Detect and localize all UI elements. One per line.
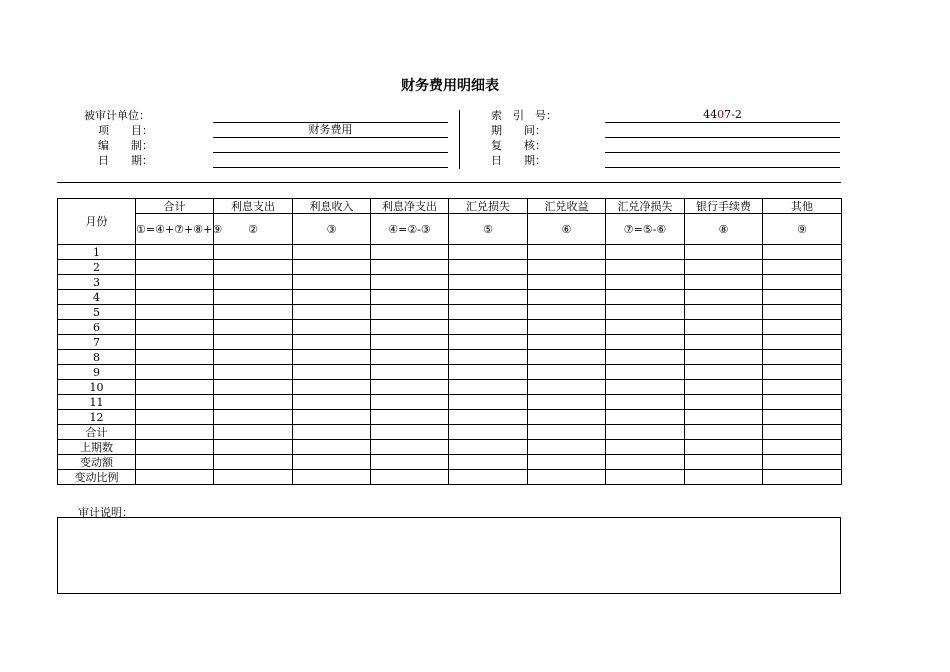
data-cell[interactable] <box>371 455 449 470</box>
data-cell[interactable] <box>293 260 371 275</box>
data-cell[interactable] <box>606 425 685 440</box>
formula-row <box>58 214 842 245</box>
data-cell[interactable] <box>136 395 214 410</box>
data-cell[interactable] <box>763 470 842 485</box>
data-cell[interactable] <box>528 290 606 305</box>
index-label: 索 引 号： <box>491 109 557 122</box>
data-cell[interactable] <box>136 470 214 485</box>
data-cell[interactable] <box>449 410 528 425</box>
data-cell[interactable] <box>136 320 214 335</box>
data-cell[interactable] <box>763 440 842 455</box>
data-cell[interactable] <box>449 350 528 365</box>
column-header: 汇兑净损失 <box>606 199 685 214</box>
data-cell[interactable] <box>528 320 606 335</box>
data-cell[interactable] <box>606 335 685 350</box>
data-cell[interactable] <box>449 305 528 320</box>
data-cell[interactable] <box>449 395 528 410</box>
data-cell[interactable] <box>685 305 763 320</box>
data-cell[interactable] <box>371 380 449 395</box>
table-row <box>58 395 842 410</box>
data-cell[interactable] <box>371 275 449 290</box>
table-row <box>58 365 842 380</box>
formula-cell: ⑦=⑤-⑥ <box>606 214 685 245</box>
table-header-row <box>58 199 842 214</box>
data-cell[interactable] <box>371 395 449 410</box>
data-cell[interactable] <box>528 350 606 365</box>
data-cell[interactable] <box>371 245 449 260</box>
data-cell[interactable] <box>763 395 842 410</box>
data-cell[interactable] <box>606 365 685 380</box>
formula-cell: ④=②-③ <box>371 214 449 245</box>
row-label: 1 <box>58 245 136 260</box>
data-cell[interactable] <box>214 365 293 380</box>
data-cell[interactable] <box>606 455 685 470</box>
data-cell[interactable] <box>214 410 293 425</box>
table-row <box>58 320 842 335</box>
page-title: 财务费用明细表 <box>401 78 499 94</box>
data-cell[interactable] <box>371 350 449 365</box>
data-cell[interactable] <box>214 320 293 335</box>
data-cell[interactable] <box>528 410 606 425</box>
data-cell[interactable] <box>449 275 528 290</box>
data-cell[interactable] <box>371 260 449 275</box>
formula-cell: ③ <box>293 214 371 245</box>
data-cell[interactable] <box>685 380 763 395</box>
data-cell[interactable] <box>293 320 371 335</box>
formula-cell: ② <box>214 214 293 245</box>
data-cell[interactable] <box>528 380 606 395</box>
data-cell[interactable] <box>214 290 293 305</box>
table-row <box>58 350 842 365</box>
data-cell[interactable] <box>763 275 842 290</box>
data-cell[interactable] <box>136 350 214 365</box>
data-cell[interactable] <box>136 290 214 305</box>
row-label: 5 <box>58 305 136 320</box>
data-cell[interactable] <box>528 455 606 470</box>
data-cell[interactable] <box>763 260 842 275</box>
data-cell[interactable] <box>685 335 763 350</box>
data-cell[interactable] <box>293 275 371 290</box>
data-cell[interactable] <box>528 395 606 410</box>
data-cell[interactable] <box>371 440 449 455</box>
data-cell[interactable] <box>685 425 763 440</box>
data-cell[interactable] <box>136 260 214 275</box>
data-cell[interactable] <box>136 425 214 440</box>
row-label: 11 <box>58 395 136 410</box>
data-cell[interactable] <box>528 365 606 380</box>
data-cell[interactable] <box>763 455 842 470</box>
column-header: 银行手续费 <box>685 199 763 214</box>
item-label: 项 目： <box>98 124 153 137</box>
data-cell[interactable] <box>136 335 214 350</box>
data-cell[interactable] <box>528 335 606 350</box>
index-value-suffix: 7-2 <box>724 108 742 121</box>
reviewer-field[interactable] <box>605 138 840 153</box>
row-label: 7 <box>58 335 136 350</box>
column-header: 汇兑损失 <box>449 199 528 214</box>
data-cell[interactable] <box>685 290 763 305</box>
table-row <box>58 455 842 470</box>
data-cell[interactable] <box>449 380 528 395</box>
data-cell[interactable] <box>449 470 528 485</box>
data-cell[interactable] <box>214 275 293 290</box>
data-cell[interactable] <box>606 440 685 455</box>
data-cell[interactable] <box>606 320 685 335</box>
data-cell[interactable] <box>371 470 449 485</box>
data-cell[interactable] <box>449 245 528 260</box>
prep-date-label: 日 期： <box>98 154 153 167</box>
formula-cell: ①=④+⑦+⑧+⑨ <box>136 214 214 245</box>
data-cell[interactable] <box>685 350 763 365</box>
index-field[interactable] <box>605 108 840 123</box>
data-cell[interactable] <box>214 245 293 260</box>
data-cell[interactable] <box>293 335 371 350</box>
data-cell[interactable] <box>763 320 842 335</box>
index-value-prefix: 44 <box>703 108 718 121</box>
data-cell[interactable] <box>293 365 371 380</box>
data-cell[interactable] <box>136 410 214 425</box>
data-cell[interactable] <box>136 305 214 320</box>
auditee-field[interactable] <box>213 108 448 123</box>
data-cell[interactable] <box>214 335 293 350</box>
data-cell[interactable] <box>293 305 371 320</box>
data-cell[interactable] <box>371 335 449 350</box>
data-cell[interactable] <box>606 275 685 290</box>
row-label: 3 <box>58 275 136 290</box>
data-cell[interactable] <box>685 470 763 485</box>
formula-cell: ⑤ <box>449 214 528 245</box>
column-header: 合计 <box>136 199 214 214</box>
data-cell[interactable] <box>371 410 449 425</box>
data-cell[interactable] <box>763 425 842 440</box>
header-divider <box>459 110 460 169</box>
data-cell[interactable] <box>606 410 685 425</box>
data-cell[interactable] <box>293 380 371 395</box>
data-cell[interactable] <box>763 350 842 365</box>
table-row <box>58 275 842 290</box>
row-label: 变动额 <box>58 455 136 470</box>
row-label: 10 <box>58 380 136 395</box>
formula-cell: ⑥ <box>528 214 606 245</box>
data-cell[interactable] <box>685 440 763 455</box>
data-cell[interactable] <box>214 395 293 410</box>
data-cell[interactable] <box>214 305 293 320</box>
month-header: 月份 <box>58 199 136 245</box>
data-cell[interactable] <box>214 380 293 395</box>
auditee-label: 被审计单位： <box>84 109 150 122</box>
formula-cell: ⑧ <box>685 214 763 245</box>
reviewer-label: 复 核： <box>491 139 546 152</box>
data-cell[interactable] <box>685 365 763 380</box>
data-cell[interactable] <box>685 410 763 425</box>
data-cell[interactable] <box>214 440 293 455</box>
data-cell[interactable] <box>763 245 842 260</box>
data-cell[interactable] <box>606 245 685 260</box>
column-header: 汇兑收益 <box>528 199 606 214</box>
data-cell[interactable] <box>136 245 214 260</box>
data-cell[interactable] <box>449 290 528 305</box>
column-header: 其他 <box>763 199 842 214</box>
data-cell[interactable] <box>763 335 842 350</box>
data-cell[interactable] <box>136 365 214 380</box>
table-row <box>58 470 842 485</box>
table-row <box>58 305 842 320</box>
preparer-field[interactable] <box>213 138 448 153</box>
audit-notes-box[interactable] <box>57 517 841 594</box>
period-field[interactable] <box>605 123 840 138</box>
data-cell[interactable] <box>606 380 685 395</box>
row-label: 4 <box>58 290 136 305</box>
data-cell[interactable] <box>763 365 842 380</box>
data-cell[interactable] <box>214 260 293 275</box>
data-cell[interactable] <box>136 380 214 395</box>
data-cell[interactable] <box>293 395 371 410</box>
data-cell[interactable] <box>293 470 371 485</box>
row-label: 2 <box>58 260 136 275</box>
column-header: 利息收入 <box>293 199 371 214</box>
data-cell[interactable] <box>685 395 763 410</box>
data-cell[interactable] <box>763 305 842 320</box>
data-cell[interactable] <box>214 455 293 470</box>
data-cell[interactable] <box>136 455 214 470</box>
preparer-label: 编 制： <box>98 139 153 152</box>
data-cell[interactable] <box>371 305 449 320</box>
data-cell[interactable] <box>528 260 606 275</box>
table-row <box>58 410 842 425</box>
data-cell[interactable] <box>293 410 371 425</box>
data-cell[interactable] <box>528 305 606 320</box>
data-cell[interactable] <box>763 380 842 395</box>
data-cell[interactable] <box>293 245 371 260</box>
data-cell[interactable] <box>606 470 685 485</box>
row-label: 6 <box>58 320 136 335</box>
data-cell[interactable] <box>606 350 685 365</box>
data-cell[interactable] <box>763 290 842 305</box>
data-cell[interactable] <box>763 410 842 425</box>
prep-date-field[interactable] <box>213 153 448 168</box>
data-cell[interactable] <box>214 470 293 485</box>
column-header: 利息净支出 <box>371 199 449 214</box>
data-cell[interactable] <box>449 320 528 335</box>
review-date-label: 日 期： <box>491 154 546 167</box>
data-cell[interactable] <box>449 425 528 440</box>
data-cell[interactable] <box>685 260 763 275</box>
data-cell[interactable] <box>606 305 685 320</box>
review-date-field[interactable] <box>605 153 840 168</box>
table-row <box>58 440 842 455</box>
data-cell[interactable] <box>606 260 685 275</box>
data-cell[interactable] <box>449 440 528 455</box>
table-row <box>58 290 842 305</box>
row-label: 8 <box>58 350 136 365</box>
data-cell[interactable] <box>528 440 606 455</box>
data-cell[interactable] <box>371 365 449 380</box>
data-cell[interactable] <box>293 350 371 365</box>
table-row <box>58 425 842 440</box>
data-cell[interactable] <box>685 245 763 260</box>
data-cell[interactable] <box>136 275 214 290</box>
table-row <box>58 260 842 275</box>
row-label: 合计 <box>58 425 136 440</box>
audit-notes-label: 审计说明： <box>78 506 133 519</box>
expense-table <box>57 198 842 485</box>
data-cell[interactable] <box>528 470 606 485</box>
data-cell[interactable] <box>371 320 449 335</box>
data-cell[interactable] <box>214 350 293 365</box>
data-cell[interactable] <box>528 425 606 440</box>
data-cell[interactable] <box>685 275 763 290</box>
header-rule <box>57 182 841 183</box>
data-cell[interactable] <box>606 395 685 410</box>
table-row <box>58 335 842 350</box>
index-value-highlight: 0 <box>717 108 725 121</box>
formula-cell: ⑨ <box>763 214 842 245</box>
data-cell[interactable] <box>371 290 449 305</box>
data-cell[interactable] <box>293 290 371 305</box>
data-cell[interactable] <box>214 425 293 440</box>
data-cell[interactable] <box>293 455 371 470</box>
data-cell[interactable] <box>528 245 606 260</box>
row-label: 12 <box>58 410 136 425</box>
data-cell[interactable] <box>606 290 685 305</box>
row-label: 上期数 <box>58 440 136 455</box>
column-header: 利息支出 <box>214 199 293 214</box>
row-label: 9 <box>58 365 136 380</box>
item-field[interactable]: 财务费用 <box>213 123 448 138</box>
row-label: 变动比例 <box>58 470 136 485</box>
data-cell[interactable] <box>449 335 528 350</box>
data-cell[interactable] <box>449 365 528 380</box>
table-row <box>58 245 842 260</box>
data-cell[interactable] <box>293 440 371 455</box>
data-cell[interactable] <box>685 320 763 335</box>
data-cell[interactable] <box>685 455 763 470</box>
data-cell[interactable] <box>371 425 449 440</box>
table-row <box>58 380 842 395</box>
data-cell[interactable] <box>449 455 528 470</box>
period-label: 期 间： <box>491 124 546 137</box>
data-cell[interactable] <box>293 425 371 440</box>
data-cell[interactable] <box>136 440 214 455</box>
data-cell[interactable] <box>528 275 606 290</box>
data-cell[interactable] <box>449 260 528 275</box>
